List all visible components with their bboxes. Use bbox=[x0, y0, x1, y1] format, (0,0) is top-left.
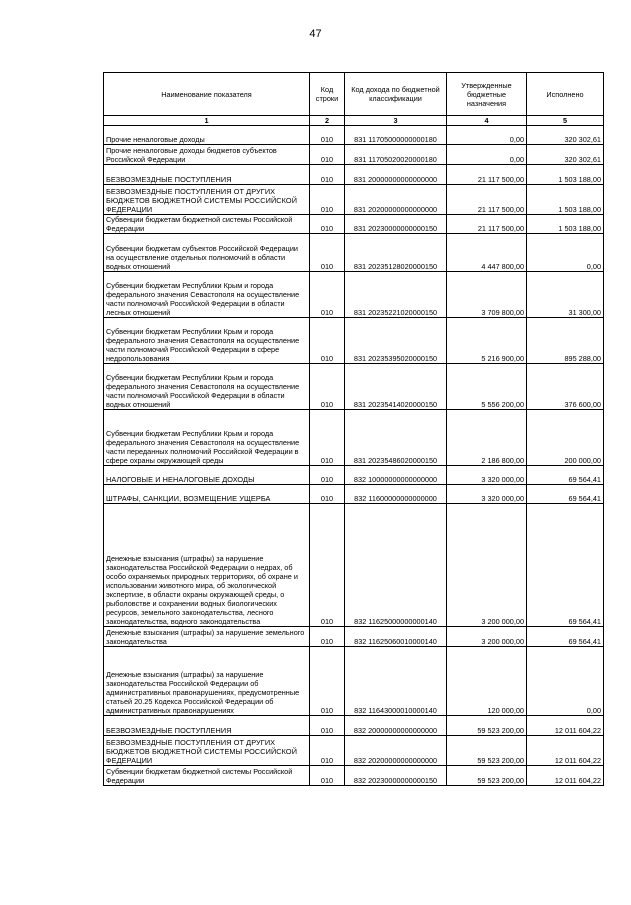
approved-amount-cell: 3 200 000,00 bbox=[447, 627, 527, 647]
row-code-cell: 010 bbox=[310, 485, 345, 504]
row-code-cell: 010 bbox=[310, 504, 345, 627]
row-code-cell: 010 bbox=[310, 234, 345, 272]
approved-amount-cell: 5 556 200,00 bbox=[447, 364, 527, 410]
income-code-cell: 832 11643000010000140 bbox=[345, 647, 447, 716]
indicator-name-cell: Субвенции бюджетам бюджетной системы Российской Федерации bbox=[104, 215, 310, 234]
executed-amount-cell: 0,00 bbox=[527, 234, 604, 272]
approved-amount-cell: 120 000,00 bbox=[447, 647, 527, 716]
executed-amount-cell: 895 288,00 bbox=[527, 318, 604, 364]
table-row bbox=[104, 485, 604, 504]
header-row-code: Код строки bbox=[310, 73, 345, 116]
income-code-cell: 832 11625000000000140 bbox=[345, 504, 447, 627]
table-row bbox=[104, 410, 604, 466]
header-approved: Утвержденные бюджетные назначения bbox=[447, 73, 527, 116]
table-row bbox=[104, 126, 604, 145]
header-executed: Исполнено bbox=[527, 73, 604, 116]
indicator-name-cell: БЕЗВОЗМЕЗДНЫЕ ПОСТУПЛЕНИЯ bbox=[104, 165, 310, 185]
executed-amount-cell: 69 564,41 bbox=[527, 485, 604, 504]
indicator-name-cell: Денежные взыскания (штрафы) за нарушение законодательства Российской Федерации об административных правонарушениях, предусмотренные статьей 20.25 Кодекса Российской Федерации об административных правонарушениях bbox=[104, 647, 310, 716]
approved-amount-cell: 4 447 800,00 bbox=[447, 234, 527, 272]
income-code-cell: 831 11705000000000180 bbox=[345, 126, 447, 145]
row-code-cell: 010 bbox=[310, 736, 345, 766]
header-name: Наименование показателя bbox=[104, 73, 310, 116]
row-code-cell: 010 bbox=[310, 627, 345, 647]
column-number: 5 bbox=[527, 116, 604, 126]
indicator-name-cell: Субвенции бюджетам Республики Крым и города федерального значения Севастополя на осуществление части переданных полномочий Российской Федерации в сфере охраны окружающей среды bbox=[104, 410, 310, 466]
row-code-cell: 010 bbox=[310, 466, 345, 485]
approved-amount-cell: 59 523 200,00 bbox=[447, 716, 527, 736]
row-code-cell: 010 bbox=[310, 126, 345, 145]
executed-amount-cell: 1 503 188,00 bbox=[527, 165, 604, 185]
table-row bbox=[104, 647, 604, 716]
approved-amount-cell: 3 320 000,00 bbox=[447, 485, 527, 504]
income-code-cell: 831 20200000000000000 bbox=[345, 185, 447, 215]
column-number: 4 bbox=[447, 116, 527, 126]
income-code-cell: 831 20235395020000150 bbox=[345, 318, 447, 364]
income-code-cell: 831 20230000000000150 bbox=[345, 215, 447, 234]
column-number: 3 bbox=[345, 116, 447, 126]
indicator-name-cell: Субвенции бюджетам субъектов Российской Федерации на осуществление отдельных полномочий в области водных отношений bbox=[104, 234, 310, 272]
income-code-cell: 831 20000000000000000 bbox=[345, 165, 447, 185]
income-code-cell: 832 20200000000000000 bbox=[345, 736, 447, 766]
approved-amount-cell: 0,00 bbox=[447, 145, 527, 165]
income-code-cell: 831 11705020020000180 bbox=[345, 145, 447, 165]
row-code-cell: 010 bbox=[310, 364, 345, 410]
column-number: 1 bbox=[104, 116, 310, 126]
approved-amount-cell: 5 216 900,00 bbox=[447, 318, 527, 364]
row-code-cell: 010 bbox=[310, 410, 345, 466]
income-code-cell: 831 20235486020000150 bbox=[345, 410, 447, 466]
executed-amount-cell: 320 302,61 bbox=[527, 145, 604, 165]
indicator-name-cell: БЕЗВОЗМЕЗДНЫЕ ПОСТУПЛЕНИЯ ОТ ДРУГИХ БЮДЖЕТОВ БЮДЖЕТНОЙ СИСТЕМЫ РОССИЙСКОЙ ФЕДЕРАЦИИ bbox=[104, 185, 310, 215]
executed-amount-cell: 12 011 604,22 bbox=[527, 766, 604, 786]
approved-amount-cell: 2 186 800,00 bbox=[447, 410, 527, 466]
income-code-cell: 832 10000000000000000 bbox=[345, 466, 447, 485]
approved-amount-cell: 0,00 bbox=[447, 126, 527, 145]
table-body bbox=[104, 126, 604, 786]
indicator-name-cell: Субвенции бюджетам Республики Крым и города федерального значения Севастополя на осуществление части полномочий Российской Федерации в области водных отношений bbox=[104, 364, 310, 410]
row-code-cell: 010 bbox=[310, 647, 345, 716]
page-number: 47 bbox=[309, 28, 322, 40]
table-row bbox=[104, 234, 604, 272]
table-row bbox=[104, 627, 604, 647]
executed-amount-cell: 69 564,41 bbox=[527, 504, 604, 627]
executed-amount-cell: 1 503 188,00 bbox=[527, 215, 604, 234]
indicator-name-cell: Денежные взыскания (штрафы) за нарушение законодательства Российской Федерации о недрах, об особо охраняемых природных территориях, об охране и использовании животного мира, об экологической экспертизе, в области охраны окружающей среды, о рыболовстве и сохранении водных биологических ресурсов, земельного законодательства, лесного законодательства, водного законодательства bbox=[104, 504, 310, 627]
approved-amount-cell: 3 200 000,00 bbox=[447, 504, 527, 627]
indicator-name-cell: БЕЗВОЗМЕЗДНЫЕ ПОСТУПЛЕНИЯ bbox=[104, 716, 310, 736]
table-row bbox=[104, 504, 604, 627]
table-row bbox=[104, 318, 604, 364]
row-code-cell: 010 bbox=[310, 318, 345, 364]
header-income-code: Код дохода по бюджетной классификации bbox=[345, 73, 447, 116]
approved-amount-cell: 21 117 500,00 bbox=[447, 165, 527, 185]
table-row bbox=[104, 466, 604, 485]
approved-amount-cell: 21 117 500,00 bbox=[447, 215, 527, 234]
row-code-cell: 010 bbox=[310, 145, 345, 165]
executed-amount-cell: 0,00 bbox=[527, 647, 604, 716]
table-row bbox=[104, 165, 604, 185]
income-code-cell: 831 20235414020000150 bbox=[345, 364, 447, 410]
executed-amount-cell: 320 302,61 bbox=[527, 126, 604, 145]
executed-amount-cell: 12 011 604,22 bbox=[527, 716, 604, 736]
approved-amount-cell: 3 320 000,00 bbox=[447, 466, 527, 485]
executed-amount-cell: 376 600,00 bbox=[527, 364, 604, 410]
header-row bbox=[104, 73, 604, 116]
indicator-name-cell: Денежные взыскания (штрафы) за нарушение земельного законодательства bbox=[104, 627, 310, 647]
indicator-name-cell: Субвенции бюджетам бюджетной системы Российской Федерации bbox=[104, 766, 310, 786]
approved-amount-cell: 3 709 800,00 bbox=[447, 272, 527, 318]
row-code-cell: 010 bbox=[310, 716, 345, 736]
indicator-name-cell: Прочие неналоговые доходы bbox=[104, 126, 310, 145]
executed-amount-cell: 200 000,00 bbox=[527, 410, 604, 466]
indicator-name-cell: Субвенции бюджетам Республики Крым и города федерального значения Севастополя на осуществление части полномочий Российской Федерации в области лесных отношений bbox=[104, 272, 310, 318]
table-row bbox=[104, 364, 604, 410]
income-code-cell: 832 11625060010000140 bbox=[345, 627, 447, 647]
indicator-name-cell: Прочие неналоговые доходы бюджетов субъектов Российской Федерации bbox=[104, 145, 310, 165]
budget-execution-table bbox=[103, 72, 604, 786]
row-code-cell: 010 bbox=[310, 165, 345, 185]
row-code-cell: 010 bbox=[310, 766, 345, 786]
income-code-cell: 832 11600000000000000 bbox=[345, 485, 447, 504]
executed-amount-cell: 31 300,00 bbox=[527, 272, 604, 318]
approved-amount-cell: 59 523 200,00 bbox=[447, 766, 527, 786]
income-code-cell: 831 20235221020000150 bbox=[345, 272, 447, 318]
indicator-name-cell: Субвенции бюджетам Республики Крым и города федерального значения Севастополя на осуществление части полномочий Российской Федерации в сфере недропользования bbox=[104, 318, 310, 364]
column-number: 2 bbox=[310, 116, 345, 126]
approved-amount-cell: 21 117 500,00 bbox=[447, 185, 527, 215]
table-row bbox=[104, 272, 604, 318]
row-code-cell: 010 bbox=[310, 215, 345, 234]
table-row bbox=[104, 185, 604, 215]
income-code-cell: 832 20000000000000000 bbox=[345, 716, 447, 736]
table-row bbox=[104, 766, 604, 786]
executed-amount-cell: 1 503 188,00 bbox=[527, 185, 604, 215]
table-row bbox=[104, 716, 604, 736]
indicator-name-cell: НАЛОГОВЫЕ И НЕНАЛОГОВЫЕ ДОХОДЫ bbox=[104, 466, 310, 485]
approved-amount-cell: 59 523 200,00 bbox=[447, 736, 527, 766]
indicator-name-cell: БЕЗВОЗМЕЗДНЫЕ ПОСТУПЛЕНИЯ ОТ ДРУГИХ БЮДЖЕТОВ БЮДЖЕТНОЙ СИСТЕМЫ РОССИЙСКОЙ ФЕДЕРАЦИИ bbox=[104, 736, 310, 766]
executed-amount-cell: 69 564,41 bbox=[527, 627, 604, 647]
row-code-cell: 010 bbox=[310, 272, 345, 318]
table-row bbox=[104, 145, 604, 165]
executed-amount-cell: 12 011 604,22 bbox=[527, 736, 604, 766]
income-code-cell: 832 20230000000000150 bbox=[345, 766, 447, 786]
indicator-name-cell: ШТРАФЫ, САНКЦИИ, ВОЗМЕЩЕНИЕ УЩЕРБА bbox=[104, 485, 310, 504]
column-number-row bbox=[104, 116, 604, 126]
executed-amount-cell: 69 564,41 bbox=[527, 466, 604, 485]
table-row bbox=[104, 736, 604, 766]
table-row bbox=[104, 215, 604, 234]
income-code-cell: 831 20235128020000150 bbox=[345, 234, 447, 272]
row-code-cell: 010 bbox=[310, 185, 345, 215]
